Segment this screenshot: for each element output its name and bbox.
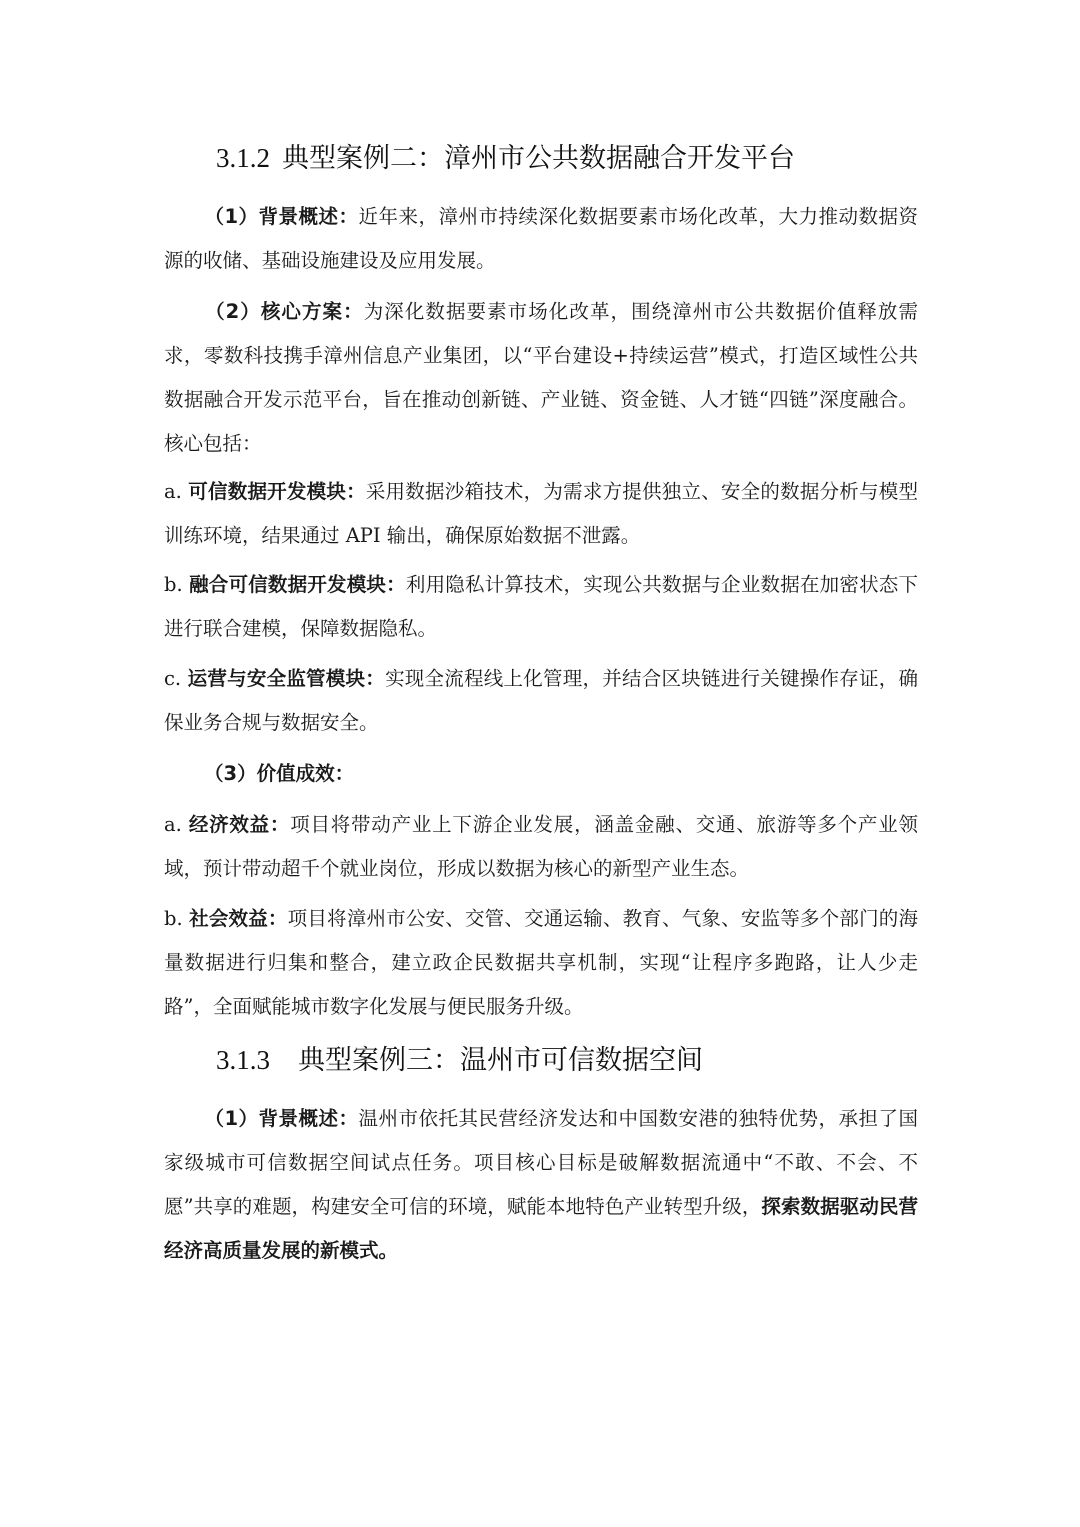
section-title: 典型案例三：温州市可信数据空间 [298,1045,703,1076]
section-heading-3-1-2 [216,138,795,179]
benefit-label: 经济效益： [188,813,291,836]
benefit-text: 项目将带动产业上下游企业发展，涵盖金融、交通、旅游等多个产业领域，预计带动超千个就业岗位，形成以数据为核心的新型产业生态。 [164,813,918,880]
section-title: 典型案例二：漳州市公共数据融合开发平台 [282,143,795,174]
case2-background-label: （1）背景概述： [204,205,359,228]
case2-background-paragraph [164,195,918,283]
case2-background-text: 近年来，漳州市持续深化数据要素市场化改革，大力推动数据资源的收储、基础设施建设及应用发展。 [164,205,918,272]
case3-background-label: （1）背景概述： [204,1107,359,1130]
module-label: 可信数据开发模块： [188,480,366,503]
module-item-c [164,657,918,745]
case2-value-label: （3）价值成效： [204,762,355,785]
module-prefix: c. [164,667,188,690]
benefit-text: 项目将漳州市公安、交管、交通运输、教育、气象、安监等多个部门的海量数据进行归集和整合，建立政企民数据共享机制，实现“让程序多跑路，让人少走路”，全面赋能城市数字化发展与便民服务升级。 [164,907,918,1018]
benefit-label: 社会效益： [189,907,288,930]
section-heading-3-1-3 [216,1040,703,1081]
case3-background-text: 温州市依托其民营经济发达和中国数安港的独特优势，承担了国家级城市可信数据空间试点任务。项目核心目标是破解数据流通中“不敢、不会、不愿”共享的难题，构建安全可信的环境，赋能本地特色产业转型升级， [164,1107,918,1218]
case2-solution-text: 为深化数据要素市场化改革，围绕漳州市公共数据价值释放需求，零数科技携手漳州信息产业集团，以“平台建设+持续运营”模式，打造区域性公共数据融合开发示范平台，旨在推动创新链、产业链、资金链、人才链“四链”深度融合。核心包括： [164,300,918,455]
case2-solution-paragraph [164,290,918,466]
case2-value-heading [164,752,918,796]
benefit-prefix: a. [164,813,189,836]
module-item-a [164,470,918,558]
benefit-item-a [164,803,918,891]
case3-background-paragraph [164,1097,918,1273]
module-text: 实现全流程线上化管理，并结合区块链进行关键操作存证，确保业务合规与数据安全。 [164,667,918,734]
module-label: 融合可信数据开发模块： [189,573,406,596]
module-label: 运营与安全监管模块： [187,667,386,690]
section-number: 3.1.2 [216,143,270,173]
module-prefix: b. [164,573,190,596]
module-item-b [164,563,918,651]
benefit-prefix: b. [164,907,190,930]
benefit-item-b [164,897,918,1029]
case3-background-bold-tail: 探索数据驱动民营经济高质量发展的新模式。 [164,1195,918,1262]
case2-solution-label: （2）核心方案： [204,300,364,323]
section-number: 3.1.3 [216,1045,270,1075]
module-text: 采用数据沙箱技术，为需求方提供独立、安全的数据分析与模型训练环境，结果通过 API 输出，确保原始数据不泄露。 [164,480,918,547]
module-prefix: a. [164,480,189,503]
module-text: 利用隐私计算技术，实现公共数据与企业数据在加密状态下进行联合建模，保障数据隐私。 [164,573,918,640]
